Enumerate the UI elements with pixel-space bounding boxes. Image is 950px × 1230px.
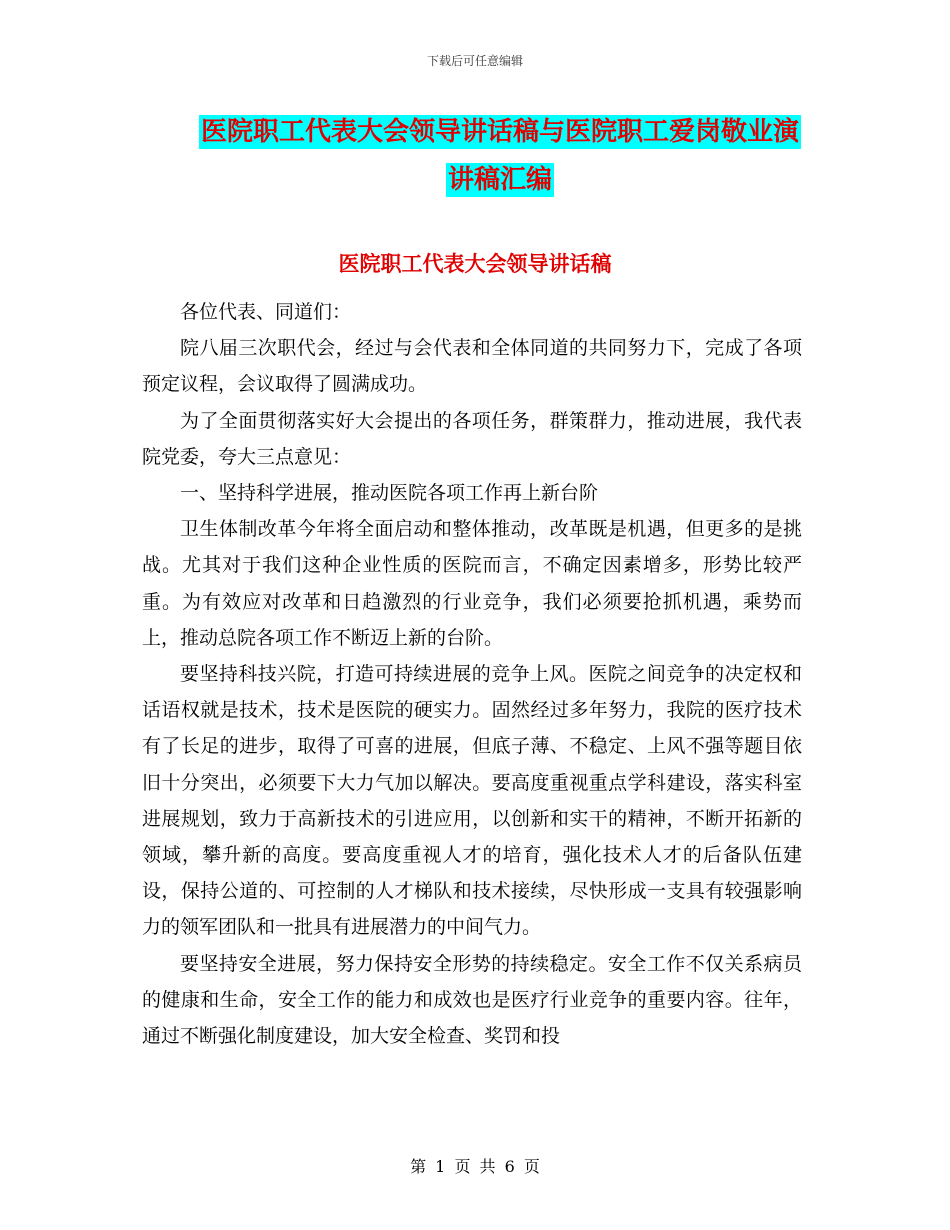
document-title-line-2: 讲稿汇编 <box>447 165 552 195</box>
paragraph: 卫生体制改革今年将全面启动和整体推动，改革既是机遇，但更多的是挑战。尤其对于我们这种企业性质的医院而言，不确定因素增多，形势比较严重。为有效应对改革和日趋激烈的行业竞争，我们必须要抢抓机遇，乘势而上，推动总院各项工作不断迈上新的台阶。 <box>142 518 802 649</box>
document-title <box>180 108 820 204</box>
header-note: 下载后可任意编辑 <box>426 54 523 68</box>
paragraph: 要坚持安全进展，努力保持安全形势的持续稳定。安全工作不仅关系病员的健康和生命，安全工作的能力和成效也是医疗行业竞争的重要内容。往年，通过不断强化制度建设，加大安全检查、奖罚和投 <box>142 952 802 1048</box>
paragraph: 为了全面贯彻落实好大会提出的各项任务，群策群力，推动进展，我代表院党委，夸大三点意见： <box>142 409 802 468</box>
paragraph: 一、坚持科学进展，推动医院各项工作再上新台阶 <box>180 482 599 505</box>
paragraph: 院八届三次职代会，经过与会代表和全体同道的共同努力下，完成了各项预定议程，会议取得了圆满成功。 <box>142 337 802 396</box>
page-footer: 第 1 页 共 6 页 <box>410 1157 540 1176</box>
section-title: 医院职工代表大会领导讲话稿 <box>338 252 612 276</box>
paragraph: 各位代表、同道们： <box>180 301 352 323</box>
paragraph: 要坚持科技兴院，打造可持续进展的竞争上风。医院之间竞争的决定权和话语权就是技术，技术是医院的硬实力。固然经过多年努力，我院的医疗技术有了长足的进步，取得了可喜的进展，但底子薄、不稳定、上风不强等题目依旧十分突出，必须要下大力气加以解决。要高度重视重点学科建设，落实科室进展规划，致力于高新技术的引进应用，以创新和实干的精神，不断开拓新的领域，攀升新的高度。要高度重视人才的培育，强化技术人才的后备队伍建设，保持公道的、可控制的人才梯队和技术接续，尽快形成一支具有较强影响力的领军团队和一批具有进展潜力的中间气力。 <box>142 663 802 939</box>
body-text <box>142 294 802 1054</box>
document-title-line-1: 医院职工代表大会领导讲话稿与医院职工爱岗敬业演 <box>200 117 799 147</box>
